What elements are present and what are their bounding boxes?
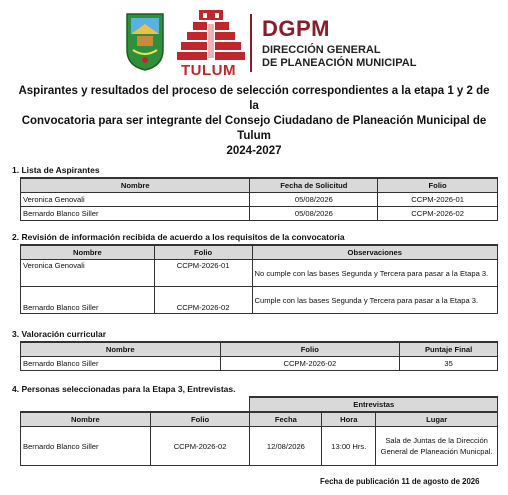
col-header: Fecha (250, 412, 322, 427)
cell-place: Sala de Juntas de la Dirección General de Planeación Municpal. (376, 427, 498, 466)
title-line2: Convocatoria para ser integrante del Consejo Ciudadano de Planeación Municipal de Tulum (21, 115, 487, 142)
cell-folio: CCPM-2026-01 (378, 193, 498, 207)
col-header: Folio (378, 178, 498, 193)
table-row (21, 357, 498, 371)
table-row (21, 207, 498, 221)
municipal-seal-icon (123, 10, 167, 72)
cell-observations: Cumple con las bases Segunda y Tercera para pasar a la Etapa 3. (252, 287, 497, 314)
curricular-table (20, 341, 498, 371)
cell-date: 05/08/2026 (250, 207, 378, 221)
review-table (20, 244, 498, 314)
cell-folio: CCPM-2026-01 (154, 260, 252, 287)
title-line1: Aspirantes y resultados del proceso de selección correspondientes a la etapa 1 y 2 de la (18, 85, 490, 112)
table-header-row (21, 342, 498, 357)
table-row (21, 193, 498, 207)
table-group-header-row (21, 397, 498, 412)
cell-name: Veronica Genovali (21, 193, 250, 207)
cell-date: 05/08/2026 (250, 193, 378, 207)
col-header: Nombre (21, 342, 221, 357)
org-acronym: DGPM (262, 16, 330, 41)
cell-folio: CCPM-2026-02 (378, 207, 498, 221)
col-header: Nombre (21, 245, 155, 260)
cell-name: Bernardo Blanco Siller (21, 287, 155, 314)
table-header-row (21, 412, 498, 427)
cell-date: 12/08/2026 (250, 427, 322, 466)
cell-name: Bernardo Blanco Siller (21, 207, 250, 221)
col-header: Lugar (376, 412, 498, 427)
interviews-table (20, 396, 498, 466)
table-header-row (21, 178, 498, 193)
col-header: Nombre (21, 178, 250, 193)
cell-score: 35 (400, 357, 498, 371)
table-row (21, 287, 498, 314)
col-header: Folio (154, 245, 252, 260)
page-header (0, 6, 508, 79)
cell-folio: CCPM-2026-02 (154, 287, 252, 314)
col-header: Folio (220, 342, 400, 357)
col-header: Hora (322, 412, 376, 427)
document-title (16, 84, 492, 159)
cell-name: Veronica Genovali (21, 260, 155, 287)
header-divider (250, 14, 252, 72)
col-header: Puntaje Final (400, 342, 498, 357)
table-header-row (21, 245, 498, 260)
municipality-name: TULUM (181, 62, 236, 79)
table-row (21, 427, 498, 466)
org-name-line1: DIRECCIÓN GENERAL (262, 44, 381, 56)
cell-observations: No cumple con las bases Segunda y Tercera para pasar a la Etapa 3. (252, 260, 497, 287)
section3-heading: 3. Valoración curricular (12, 329, 107, 339)
col-header: Nombre (21, 412, 151, 427)
cell-name: Bernardo Blanco Siller (21, 357, 221, 371)
org-name-line2: DE PLANEACIÓN MUNICIPAL (262, 57, 417, 69)
section2-heading: 2. Revisión de información recibida de acuerdo a los requisitos de la convocatoria (12, 232, 345, 242)
publication-date: Fecha de publicación 11 de agosto de 2026 (320, 477, 480, 486)
table-row (21, 260, 498, 287)
group-header: Entrevistas (250, 397, 498, 412)
cell-folio: CCPM-2026-02 (150, 427, 250, 466)
applicants-table (20, 177, 498, 221)
col-header: Observaciones (252, 245, 497, 260)
title-line3: 2024-2027 (226, 145, 282, 157)
tulum-pyramid-logo-icon (177, 8, 245, 62)
cell-folio: CCPM-2026-02 (220, 357, 400, 371)
section1-heading: 1. Lista de Aspirantes (12, 165, 100, 175)
col-header: Fecha de Solicitud (250, 178, 378, 193)
cell-time: 13:00 Hrs. (322, 427, 376, 466)
cell-name: Bernardo Blanco Siller (21, 427, 151, 466)
section4-heading: 4. Personas seleccionadas para la Etapa 3, Entrevistas. (12, 384, 236, 394)
col-header: Folio (150, 412, 250, 427)
org-name (262, 44, 416, 70)
